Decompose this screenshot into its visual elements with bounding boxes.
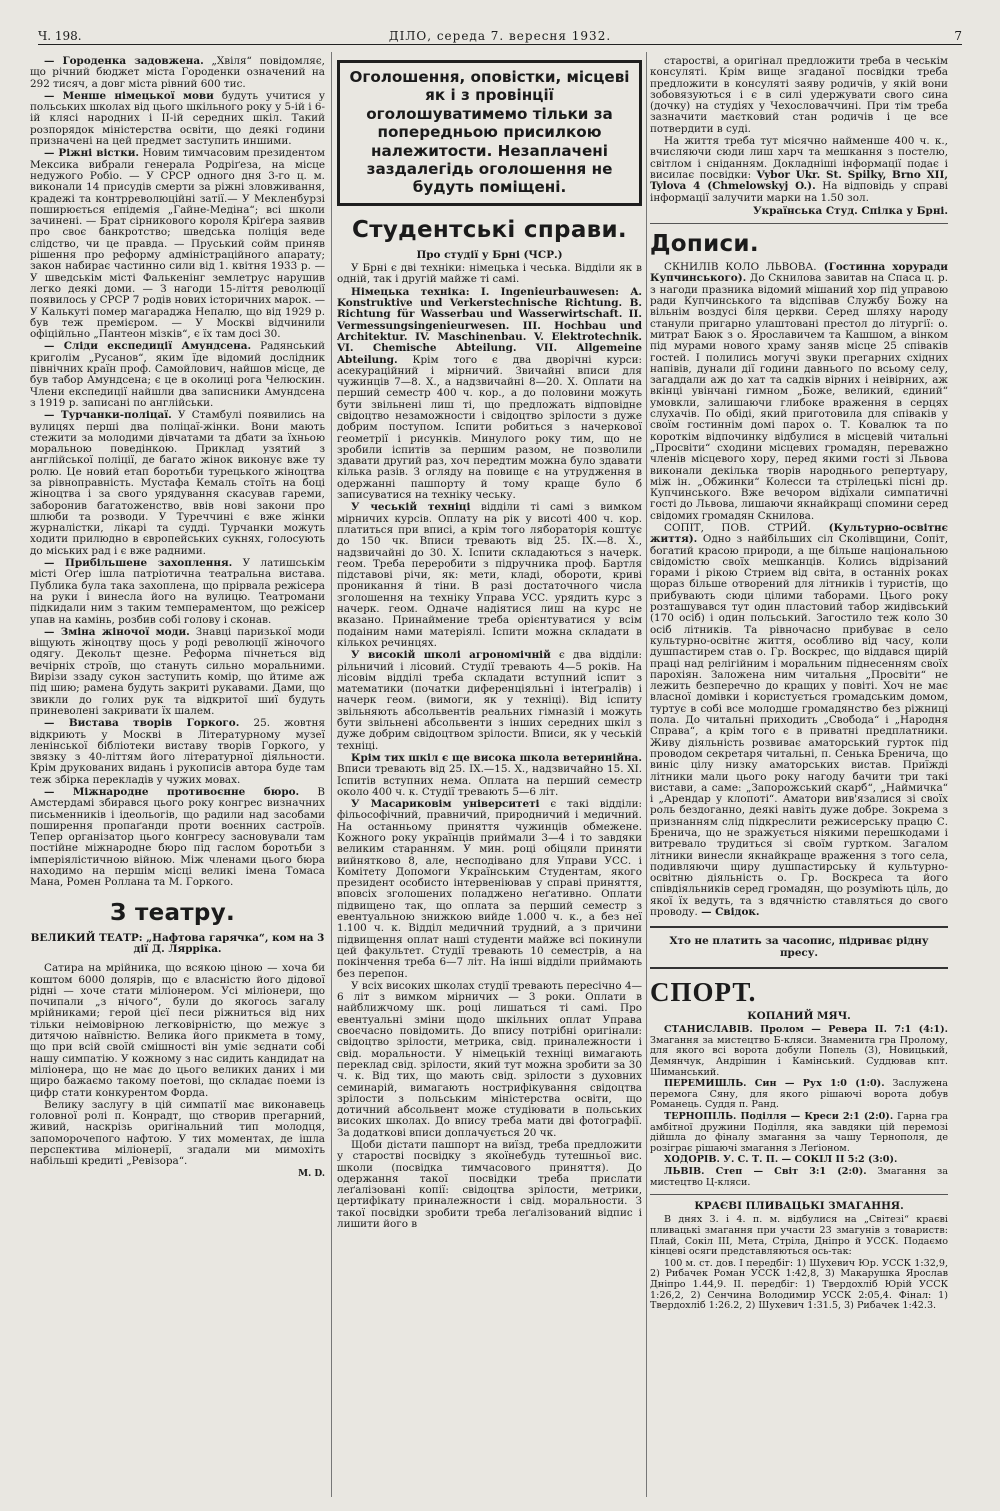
column-news <box>30 56 325 1501</box>
news-item: — Ріжні вістки. Новим тимчасовим президентом Мексика вибрали генерала Родріґеза, на місце недужого Робіо. — У СРСР одного дня 3-го ц. м. виконали 14 присудів смерти за ріжні зловживання, крадежі та контрреволюційні затії.— У Мекленбурзі поширюється епідемія „Гайне-Медіна“; всі школи зачинені. — Брат сірникового короля Кріґера заявив про своє банкротство; шведська поліція веде слідство, чи це правда. — Пруський сойм приняв рішення про реформу адміністраційного апарату; закон набирає частинно сили від 1. квітня 1933 р. — У шведськім місті Фалькенінг землетрус нарушив легко деякі доми. — З нагоди 15-ліття революції появилось у СРСР 7 родів нових історичних марок. — У Калькуті помер магараджа Непалю, що від 1929 р. був теж премієром. — У Москві відчинили офіційльно „Пантеон мізків“, є їх там досі 30. <box>30 147 325 341</box>
article-paragraph: У Масариковім університеті є такі відділи: фільософічний, правничий, природничий і медичний. На останньому приняття чужинців обмежене. Кожного року українців приймали 3—4 і то завдяки великим старанням. У мин. році обіцяли приняти вийнятково 8, але, несподівано для Управи УСС. і Комітету Допомоги Українським Студентам, якого президент особисто інтервеніював у справі приняття, вповсіх зголошених поладжено неґативно. Оплати підвищено так, що оплата за перший семестр з евентуальною знижкою вийде 1.000 ч. к., а без неї 1.100 ч. к. Відділ медичний трудний, а з причини підвищення оплат наші студенти майже всі покинули цей факультет. Студії тревають 10 семестрів, а на покінчення треба 6—7 літ. На інші відділи приймають без перепон. <box>337 798 642 980</box>
divider <box>650 223 948 224</box>
masthead: ДІЛО, середа 7. вересня 1932. <box>388 29 612 43</box>
theatre-heading: З театру. <box>110 899 236 926</box>
column-students <box>337 56 642 1501</box>
correspondence-item: СОПІТ, ПОВ. СТРИЙ. (Культурно-освітнє життя). Одно з найбільших сіл Сколівщини, Сопіт, богатий красою природи, а ще більше національною свідомістю своїх мешканців. Колись відрізаний горами і рікою Стрием від світа, в останніх роках щораз більше отворений для літників і туристів, що прибувають сюди цілими таборами. Цього року розташувався тут один пластовий табор жидівський (170 осіб) і один польський. Загостило теж коло 30 осіб літників. Та рівночасно прибуває в село культурно-освітнє життя, особливо від часу, коли душпастирем став о. Гр. Воскрес, що віддався щирій праці над релігійним і моральним піднесенням своїх парохіян. Заложена ним читальня „Просвіти“ не лежить безперечно до кращих у повіті. Хоч не має власної домівки і користується громадським домом, туртує в собі все молодше громадянство без ріжниці пола. До читальні приходить „Свобода“ і „Народня Справа“, а крім того є в приватні предплатники. Живу діяльність розвиває аматорський гурток під проводом секретаря читальні, п. Сенька Бренича, що виніс цілу низку аматорських вистав. Приїжді літники мали цього року нагоду бачити три такі вистави, а саме: „Запорожський скарб“, „Наймичка“ і „Арендар у клопоті“. Аматори вив'язалися зі своїх роль бездоганно, деякі навіть дуже добре. Зокрема з признанням слід підкреслити режисерську працю С. Бренича, що не зражується ніякими перешкодами і витревало трудиться зі своїм гуртком. Загалом літники винесли якнайкраще враження з того села, подивляючи щиру душпастирську й культурно-освітню діяльність о. Гр. Воскреса та його співдіяльників серед громадян, що розуміють ціль, до якої їх ведуть, та з вдячністю ставляться до свого проводу. — Свідок. <box>650 521 948 919</box>
news-item: — Менше німецької мови будуть учитися у польських школах від цього шкільного року у 5-ій і 6-ій клясі народних і ІІ-ій середних шкіл. Такий розпорядок міністерства освіти, що деякі години призначені на цей предмет заступить иншими. <box>30 89 325 148</box>
sport-heading: СПОРТ. <box>650 976 757 1007</box>
page-header <box>38 28 962 45</box>
swim-results: 100 м. ст. дов. І передбіг: 1) Шухевич Юр. УССК 1:32,9, 2) Рибачек Роман УССК 1:42,8, 3) Макарушка Ярослав Дніпро 1.44,9. II. передбіг: 1) Твердохліб Юрій УССК 1:26,2, 2) Сенчина Володимир УССК 2:05,4. Фінал: 1) Твердохліб 1:26.2, 2) Шухевич 1:31.5, 3) Рибачек 1:42.3. <box>650 1257 948 1312</box>
article-paragraph: Крім тих шкіл є ще висока школа ветеринійна. Вписи тревають від 25. IX.—15. X., надзвичайно 15. XI. Іспитів вступних нема. Оплата на перший семестр около 400 ч. к. Студії тревають 5—6 літ. <box>337 751 642 798</box>
match-result: СТАНИСЛАВІВ. Пролом — Ревера II. 7:1 (4:1). Змагання за мистецтво Б-кляси. Знаменита гра Пролому, для якого всі ворота добули Попель (3), Новицький, Демянчук, Андрішин і Камінський. Суддював кпт. Шиманський. <box>650 1024 948 1078</box>
theatre-paragraph: Сатира на мрійника, що всякою ціною — хоча би коштом 6000 долярів, що є власністю його дідової рідні — хоче стати міліонером. Усі міліонери, що почипали „з нічого“, були до якогось загалу мрійниками; герой цієї песи ріжниться від них тільки неімовірною легковірністю, що межує з дитячою наївністю. Велика його прикмета в тому, що при всій своїй смішності він уміє зєднати собі нашу симпатію. У кожному з нас сидить кандидат на міліонера, що не має до цього великих даних і ми щиро бажаємо такому поетові, що складає поеми із цифр стати конкурентом Форда. <box>30 962 325 1099</box>
article-paragraph: Німецька техніка: І. Ingenieurbauwesen: A. Konstruktive und Verkerstechnische Richtung. B. Richtung für Wasserbau und Wasserwirtschaft. ІІ. Vermessungsingenieurwesen. III. Hochbau und Architektur. IV. Maschinenbau. V. Elektrotechnik. VI. Chemische Abteilung. VII. Allgemeine Abteilung. Крім того є два дворічні курси: асекураційний і мірничий. Звичайні вписи для чужинців 7—8. Х., а надзвичайні 8—20. Х. Оплати на перший семестр 400 ч. кор., а до половини можуть бути звільнені лиш ті, що предложать відповідне свідоцтво незаможности і свідоцтво зрілости з дуже добрим поступом. Іспити робиться з начеркової геометрії і рисунків. Минулого року тим, що не зробили іспитів за першим разом, не позволили здавати другий раз, хоч передтим можна було здавати кілька разів. З огляду на повище є на утрудження в одержанні пашпорту й тому краще було б записуватися на техніку чеську. <box>337 285 642 502</box>
correspondence-item: СКНИЛІВ КОЛО ЛЬВОВА. (Гостинна хоруради Купчинського). До Скнилова завитав на Спаса ц. р. з нагоди празника відомий мішаний хор під управою ради Купчинського та відспівав Службу Божу на вільнім воздусі біля церкви. Серед шляху народу станули пригарно улаштовані престол до літургії: о. митрат Баюк з о. Ярославичем та Кашшом, а вінком під мурами нового храму заняв місце 25 співаків гостей. І полились могучі звуки прегарних східних напівів, дунали дії години давнього по всьому селу, загаддали аж до хат та садків вірних і неівірних, аж вкінці увінчані гимном „Боже, великий, єдиний“ умовкли, залишаючи глибоке враження в серцях слухачів. По обіді, який приготовила для співаків у своїм гостиннім домі парох о. Т. Ковалюк та по короткім відпочинку відбулися в місцевій читальні „Просвіти“ сходини місцевих громадян, переважно членів місцевого хору, перед якими гості зі Львова виконали декілька творів народнього репертуару, між ін. „Обжинки“ Колесси та стрілецькі пісні др. Купчинського. Вже вечором відїхали симпатичні гості до Львова, лишаючи якнайкращі спомини серед свідомих громадян Скнилова. <box>650 261 948 522</box>
theatre-paragraph: Велику заслугу в цій симпатії має виконавець головної ролі п. Конрадт, що створив прегарний, живий, наскрізь оригінальний тип молодця, запоморочепого нафтою. У тих моментах, де ішла перспектива міліонерії, згадали ми мимохіть набільші кредиті „Ревізора“. <box>30 1098 325 1168</box>
article-paragraph: У високій школі агрономічній є два відділи: рільничий і лісовий. Студії тревають 4—5 років. На лісовім відділі треба складати вступний іспит з математики (початки диференціяльні і інтеґралів) і начерк геом. (вимоги, як у техніці). Від іспиту звільняють абсольвентів реальних гімназій і можуть бути звільнені абсольвенти з інших середних шкіл з дуже добрим свідоцтвом зрілости. Вписи, як у чеській техніці. <box>337 649 642 752</box>
column-divider <box>646 52 647 1497</box>
swim-paragraph: В днях 3. і 4. п. м. відбулися на „Світезі“ краєві пливацькі змагання при участи 23 змагунів з товариств: Плай, Сокіл ІІІ, Мета, Стріла, Дніпро й УССК. Подаємо кінцеві осяги представляються ось-так: <box>650 1214 948 1258</box>
column-correspondence-sport <box>650 56 948 1501</box>
news-item: — Міжнародне противоєнне бюро. В Амстердамі збирався цього року конгрес визначних письменників і ідеольогів, що радили над засобами поширення пропаґанди проти воєнних састроїв. Тепер організатор цього конгресу засновували там постійне міжнародне бюро під гаслом боротьби з імперіялістичною війною. Між членами цього бюра находимо на першім місці великі імена Томаса Мана, Ромен Роллана та М. Горкого. <box>30 786 325 889</box>
subscription-notice: Хто не платить за часопис, підриває рідну пресу. <box>669 935 929 959</box>
article-paragraph: старостві, а оригінал предложити треба в чеськім консуляті. Крім вище згаданої посвідки треба предложити в консуляті заяву родичів, у якій вони зобовязуються і є в силі удержувати свого сина (дочку) на студіях у Чехословаччині. При тім треба зазначити маєтковий стан родичів і це все потвердити в суді. <box>650 56 948 135</box>
divider <box>650 1194 948 1195</box>
issue-number: Ч. 198. <box>38 29 82 43</box>
theatre-subheading: ВЕЛИКИЙ ТЕАТР: „Нафтова гарячка“, ком на 3 дії Д. Лярріка. <box>30 931 325 955</box>
match-result: ХОДОРІВ. У. С. Т. П. — СОКІЛ II 5:2 (3:0). <box>664 1154 898 1166</box>
page-number: 7 <box>954 29 962 43</box>
dopysy-heading: Дописи. <box>650 231 759 258</box>
news-item: — Прибільшене захоплення. У латишськім місті Оґер ішла патріотична театральна вистава. Публика була така захоплена, що прірвала режісера на руки і винесла його на вулицю. Театромани підкидали ним з таким темпераментом, що режісер упав на камінь, розбив собі голову і сконав. <box>30 557 325 626</box>
column-divider <box>331 52 332 1497</box>
article-paragraph: На життя треба тут місячно найменше 400 ч. к., вчисляючи сюди лиш харч та мешкання з постелю, світлом і сніданням. Докладніші інформації подає і висилає посвідки: Vybor Ukr. St. Spilky, Brno XII, Tylova 4 (Chmelowskyj O.). На відповідь у справі інформації залучити марки на 1.50 зол. <box>650 135 948 204</box>
news-item: — Сліди експедиції Амундсена. Радянський криголім „Русанов“, яким їде відомий дослідник північних країн проф. Самойлович, найшов місце, де був табор Амундсена; є це в околиці рога Челюскин. Члени експедиції найшли два записники Амундсена з 1919 р. записані по англійськи. <box>30 340 325 409</box>
news-item: — Зміна жіночої моди. Знавці паризької моди віщують жіноцтву щось у роді революції жіночого одягу. Декольт щезне. Реформа пічнеться від вечірніх строїв, що стануть сильно моральними. Вирізи ззаду сукон заступить комір, що йтиме аж під шию; рамена будуть закриті рукавами. Дами, що звикли до голих рук та відкритої шиї будуть приневолені закривати їх шалем. <box>30 625 325 717</box>
match-result: ПЕРЕМИШЛЬ. Син — Рух 1:0 (1:0). Заслужена перемога Сяну, для якого рішаючі ворота добув Романець. Суддя п. Ранд. <box>650 1078 948 1111</box>
divider <box>650 967 948 969</box>
section-subheading: Про студії у Брні (ЧСР.) <box>416 248 563 261</box>
news-item: — Турчанки-поліцаї. У Стамбулі появились на вулицях перші два поліцаї-жінки. Вони мають стежити за молодими дівчатами та дбати за їхньою моральною поведінкою. Приклад узятий з англійської поліції, де багато жінок виконує вже ту ролю. Це новий етап боротьби турецького жіноцтва за рівноправність. Мустафа Кемаль стоїть на боці жіноцтва і за свого урядування скасував гареми, заборонив багатоженство, ввів нові закони про шлюби та розводи. У Туреччині є вже жінки журналістки, лікарі та судді. Турчанки можуть ходити прилюдно в європейських сукнях, голосують до міських рад і є вже радними. <box>30 409 325 557</box>
divider <box>650 926 948 928</box>
article-paragraph: Щоби дістати пашпорт на виїзд, треба предложити у старостві посвідку з якоїнебудь тутешньої вис. школи (посвідка тимчасового приняття). До одержання такої посвідки треба прислати леґалізовані копії: свідоцтва зрілости, метрики, цертифікату приналежности і свід. моральности. З такої посвідки зробити треба леґалізований відпис і лишити його в <box>337 1139 642 1231</box>
news-item: — Вистава творів Горкого. 25. жовтня відкриють у Москві в Літературному музеї ленінської бібліотеки виставу творів Горкого, у звязку з 40-літтям його літературної діяльности. Крім друкованих видань і рукописів автора буде там теж збірка перекладів у чужих мовах. <box>30 717 325 786</box>
sport-subheading: КОПАНИЙ МЯЧ. <box>747 1009 851 1022</box>
article-paragraph: У чеській техніці відділи ті самі з вимком мірничих курсів. Оплату на рік у висоті 400 ч. кор. платиться при вписі, а крім того лябораторія коштує до 150 чк. Вписи тревають від 25. IX.—8. Х., надзвичайні до 30. Х. Іспити складаються з начерк. геом. Треба переробити з підручника проф. Бартля підставові річи, як: мети, кладі, обороти, криві проникання й тіни. В разі достаточного числа зголошення на техніку Управа УСС. урядить курс з начерк. геом. Одначе надіятися лиш на курс не вказано. Принаймение треба орієнтуватися у всім подаіним нами матеріялі. Іспити можна складати в кількох речинцях. <box>337 501 642 649</box>
section-heading: Студентські справи. <box>352 216 627 243</box>
match-result: ТЕРНОПІЛЬ. Поділля — Креси 2:1 (2:0). Гарна гра амбітної дружини Поділля, яка завдяки цій перемозі дійшла до фіналу змагання за чашу Тернополя, де розіграє рішаючі змагання з Леґіоном. <box>650 1111 948 1154</box>
article-signature: Українська Студ. Спілка у Брні. <box>753 204 948 217</box>
advert-notice-box: Оголошення, оповістки, місцеві як і з провінції оголошуватимемо тільки за попередньою присилкою належитости. Незаплачені заздалегідь оголошення не будуть поміщені. <box>337 60 642 206</box>
news-item: — Городенка задовжена. „Хвіля“ повідомляє, що річний бюджет міста Городенки означений на 292 тисяч, а довг міста рівний 600 тис. <box>30 56 325 90</box>
article-paragraph: У Брні є дві техніки: німецька і чеська. Відділи як в одній, так і другій майже ті самі. <box>337 262 642 286</box>
sport-subheading: КРАЄВІ ПЛИВАЦЬКІ ЗМАГАННЯ. <box>694 1200 904 1213</box>
article-paragraph: У всіх високих школах студії тревають пересічно 4—6 літ з вимком мірничих — 3 роки. Оплати в найближчому шк. році лишаться ті самі. Про евентуальні зміни щодо шкільних оплат Управа своєчасно повідомить. До впису потрібні оригінали: свідоцтво зрілости, метрика, свід. приналежности і свід. моральности. У німецькій техніці вимагають переклад свід. зрілости, який тут можна зробити за 30 ч. к. Від тих, що мають свід. зрілости з духовних семинарій, вимагають нострифікування свідоцтва зрілости з польським міністерства освіти, що дотичний абсольвент може студіювати в польських високих школах. До впису треба мати дві фотографії. За додаткові вписи доплачується 20 чк. <box>337 979 642 1139</box>
match-result: ЛЬВІВ. Степ — Світ 3:1 (2:0). Змагання за мистецтво Ц-кляси. <box>650 1165 948 1188</box>
author-signature: М. D. <box>298 1168 325 1179</box>
